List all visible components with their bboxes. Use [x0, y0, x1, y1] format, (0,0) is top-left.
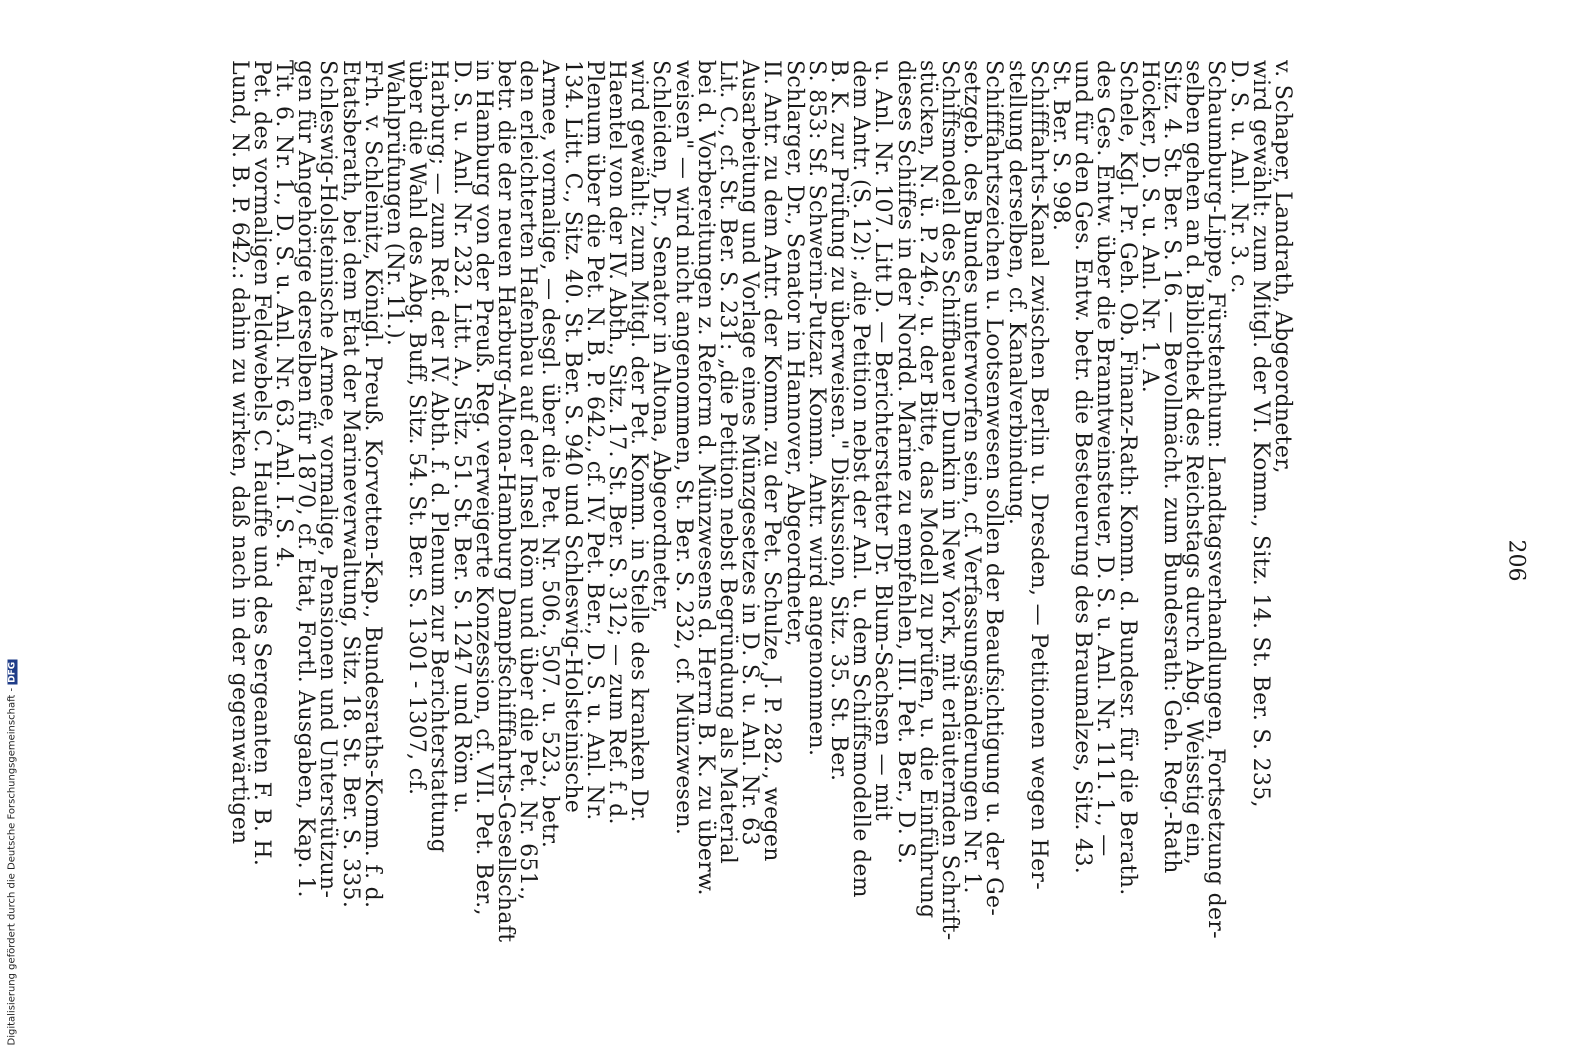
page-number: 206	[1503, 539, 1529, 582]
text-line: Schaumburg-Lippe, Fürstenthum: Landtagsverhandlungen, Fortsetzung der-	[1203, 60, 1229, 939]
text-line: Haentel von der IV. Abth., Sitz. 17. St. Ber. S. 312; — zum Ref. f. d.	[604, 60, 629, 825]
text-line: stücken, N. ü. P. 246., u. der Bitte, das Modell zu prüfen, u. die Einführung	[914, 60, 940, 919]
text-line: D. S. u. Anl. Nr. 232. Litt. A., Sitz. 51. St. Ber. S. 1247 und Röm u.	[448, 60, 474, 815]
rotated-text-block	[175, 60, 1295, 990]
text-line: Wahlprüfungen (Nr. 11.).	[382, 60, 407, 347]
text-line: Schleswig-Holsteinische Armee, vormalige, Pensionen und Unterstützun-	[315, 60, 341, 899]
text-line: Ausarbeitung und Vorlage eines Münzgesetzes in D. S. u. Anl. Nr. 63	[737, 60, 763, 846]
text-line: Tit. 6. Nr. 1., D. S. u. Anl. Nr. 63. Anl. I. S. 4.	[271, 60, 296, 569]
text-line: über die Wahl des Abg. Buff, Sitz. 54. St. Ber. S. 1301 - 1307, cf.	[404, 60, 430, 796]
text-line: bei d. Vorbereitungen z. Reform d. Münzwesens d. Herrn B. K. zu überw.	[692, 60, 718, 896]
text-line: selben gehen an d. Bibliothek des Reichstags durch Abg. Weisstig ein,	[1181, 60, 1207, 866]
text-line: Schifffahrtszeichen u. Lootsenwesen sollen der Beaufsichtigung u. der Ge-	[981, 60, 1007, 917]
text-line: gen für Angehörige derselben für 1870, cf. Etat, Fortl. Ausgaben, Kap. 1.	[293, 60, 319, 898]
text-line: wird gewählt: zum Mitgl. der Pet. Komm. in Stelle des kranken Dr.	[626, 60, 652, 823]
text-line: den erleichterten Hafenbau auf der Insel Röm und über die Pet. Nr. 651.,	[515, 60, 541, 901]
text-line: B. K. zur Prüfung zu überweisen." Diskussion, Sitz. 35. St. Ber.	[826, 60, 851, 782]
text-line: Pet. des vormaligen Feldwebels C. Hauffe und des Sergeanten F. B. H.	[248, 60, 274, 867]
text-line: St. Ber. S. 998.	[1048, 60, 1073, 232]
footer-text: Digitalisierung gefördert durch die Deutsche Forschungsgemeinschaft -	[6, 687, 18, 1046]
text-line: Schlarger, Dr., Senator in Hannover, Abgeordneter,	[781, 60, 807, 647]
text-line: D. S. u. Anl. Nr. 3. c.	[1225, 60, 1251, 294]
text-line: 134. Litt. C., Sitz. 40. St. Ber. S. 940 und Schleswig-Holsteinische	[559, 60, 585, 814]
digitization-footer	[7, 486, 18, 1046]
text-line: betr. die der neuen Harburg-Altona-Hamburg Dampfschifffahrts-Gesellschaft	[493, 60, 518, 943]
text-line: und für den Ges. Entw. betr. die Besteuerung des Braumalzes, Sitz. 43.	[1070, 60, 1096, 875]
text-line: Lit. C., cf. St. Ber. S. 231: „die Petition nebst Begründung als Material	[715, 60, 740, 865]
text-line: wird gewählt: zum Mitgl. der VI. Komm., Sitz. 14. St. Ber. S. 235,	[1247, 60, 1273, 808]
text-line: weisen" — wird nicht angenommen, St. Ber. S. 232, cf. Münzwesen.	[670, 60, 696, 836]
text-line: Schleiden, Dr., Senator in Altona, Abgeordneter,	[648, 60, 674, 614]
text-line: setzgeb. des Bundes unterworfen sein, cf. Verfassungsänderungen Nr. 1.	[959, 60, 985, 894]
text-line: S. 853: Sf. Schwerin-Putzar. Komm. Antr. wird angenommen.	[803, 60, 829, 757]
text-line: dieses Schiffes in der Nordd. Marine zu empfehlen, III. Pet. Ber., D. S.	[892, 60, 918, 865]
text-line: Harburg; — zum Ref. der IV. Abth. f. d. Plenum zur Berichterstattung	[426, 60, 452, 853]
text-line: v. Schaper, Landrath, Abgeordneter,	[1270, 60, 1295, 474]
text-line: Schiffsmodell des Schiffbauer Dunkin in New York, mit erläuternden Schrift-	[937, 60, 962, 941]
text-line: Etatsberath, bei dem Etat der Marineverwaltung, Sitz. 18. St. Ber. S. 335.	[337, 60, 363, 909]
text-line: u. Anl. Nr. 107. Litt D. — Berichterstatter Dr. Blum-Sachsen — mit	[870, 60, 896, 821]
text-line: Sitz. 4. St. Ber. S. 16. — Bevollmächt. zum Bundesrath: Geh. Reg.-Rath	[1159, 60, 1184, 874]
text-line: Plenum über die Pet. N. B. P. 642., cf. IV. Pet. Ber., D. S. u. Anl. Nr.	[581, 60, 607, 821]
text-line: dem Antr. (S. 12): „die Petition nebst der Anl. u. dem Schiffsmodelle dem	[848, 60, 874, 898]
text-line: stellung derselben, cf. Kanalverbindung.	[1003, 60, 1029, 526]
text-line: II. Antr. zu dem Antr. der Komm. zu der Pet. Schulze, J. P. 282., wegen	[759, 60, 785, 862]
text-line: Höcker, D. S. u. Anl. Nr. 1. A.	[1136, 60, 1162, 394]
text-line: Frh. v. Schleinitz, Königl. Preuß. Korvetten-Kap., Bundesraths-Komm. f. d.	[359, 60, 385, 909]
text-line: in Hamburg von der Preuß. Reg. verweigerte Konzession, cf. VII. Pet. Ber.,	[470, 60, 496, 916]
text-line: Schifffahrts-Kanal zwischen Berlin u. Dresden, — Petitionen wegen Her-	[1025, 60, 1051, 890]
text-line: Schele, Kgl. Pr. Geh. Ob. Finanz-Rath: Komm. d. Bundesr. für die Berath.	[1114, 60, 1140, 896]
text-line: Lund, N. B. P. 642.: dahin zu wirken, daß nach in der gegenwärtigen	[226, 60, 252, 845]
text-line: des Ges. Entw. über die Branntweinsteuer, D. S. u. Anl. Nr. 111. 1., —	[1092, 60, 1118, 857]
dfg-logo: DFG	[7, 661, 18, 683]
text-line: Armee, vormalige, — desgl. über die Pet. Nr. 506., 507. u. 523., betr.	[537, 60, 563, 849]
